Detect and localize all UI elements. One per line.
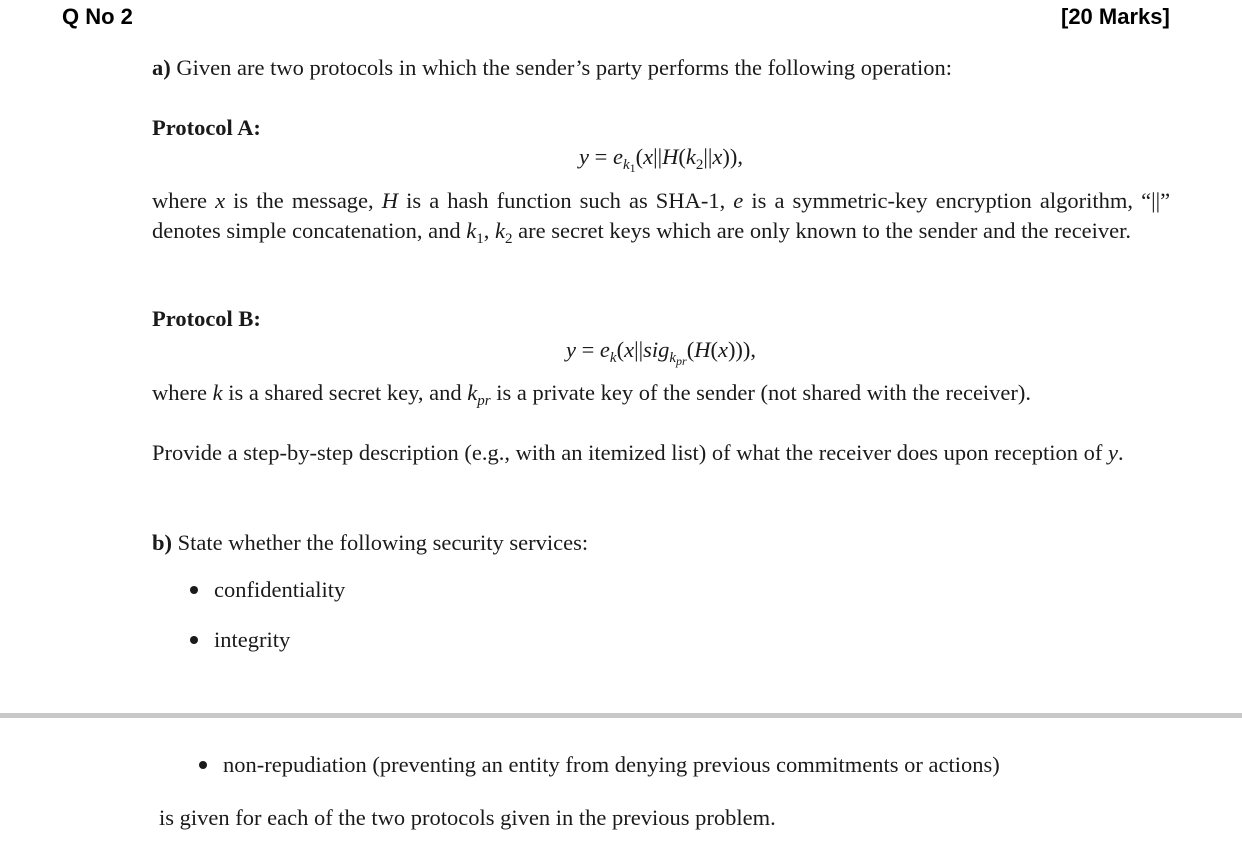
bullet-confidentiality: confidentiality [190,577,345,603]
protocol-b-title: Protocol B: [152,306,261,331]
protocol-a-description: where x is the message, H is a hash function such as SHA-1, e is a symmetric-key encryption algorithm, “||” denotes simple concatenation, and $k_1$, $k_2$ are secret keys which are only known to the sender and the receiver. [152,188,1171,247]
question-number: Q No 2 [62,4,133,29]
part-a-intro [152,53,1170,83]
protocol-a-title: Protocol A: [152,115,261,140]
part-b-intro [152,528,1170,558]
part-a-label: a) [152,55,171,80]
part-a-task: Provide a step-by-step description (e.g., with an itemized list) of what the receiver does upon reception of y. [152,440,1124,465]
protocol-a-equation: $y = e_{k_1}(x||H(k_2||x))$, [578,144,744,175]
part-a-intro-text: Given are two protocols in which the sender’s party performs the following operation: [176,55,953,80]
bullet-non-repudiation: non-repudiation (preventing an entity from denying previous commitments or actions) [199,752,1000,778]
bullet-dot [190,586,198,594]
bullet-dot [199,761,207,769]
part-b-closing: is given for each of the two protocols given in the previous problem. [159,805,776,830]
question-marks: [20 Marks] [1061,4,1170,29]
part-b-label: b) [152,530,173,555]
part-b-intro-text: State whether the following security services: [177,530,589,555]
protocol-b-equation: $y = e_k(x||sig_{k_{pr}}(H(x)))$, [565,337,757,368]
bullet-integrity: integrity [190,627,290,653]
protocol-b-description: where k is a shared secret key, and $k_{pr}$ is a private key of the sender (not shared with the receiver). [152,380,1032,409]
bullet-dot [190,636,198,644]
page-divider [0,713,1242,718]
